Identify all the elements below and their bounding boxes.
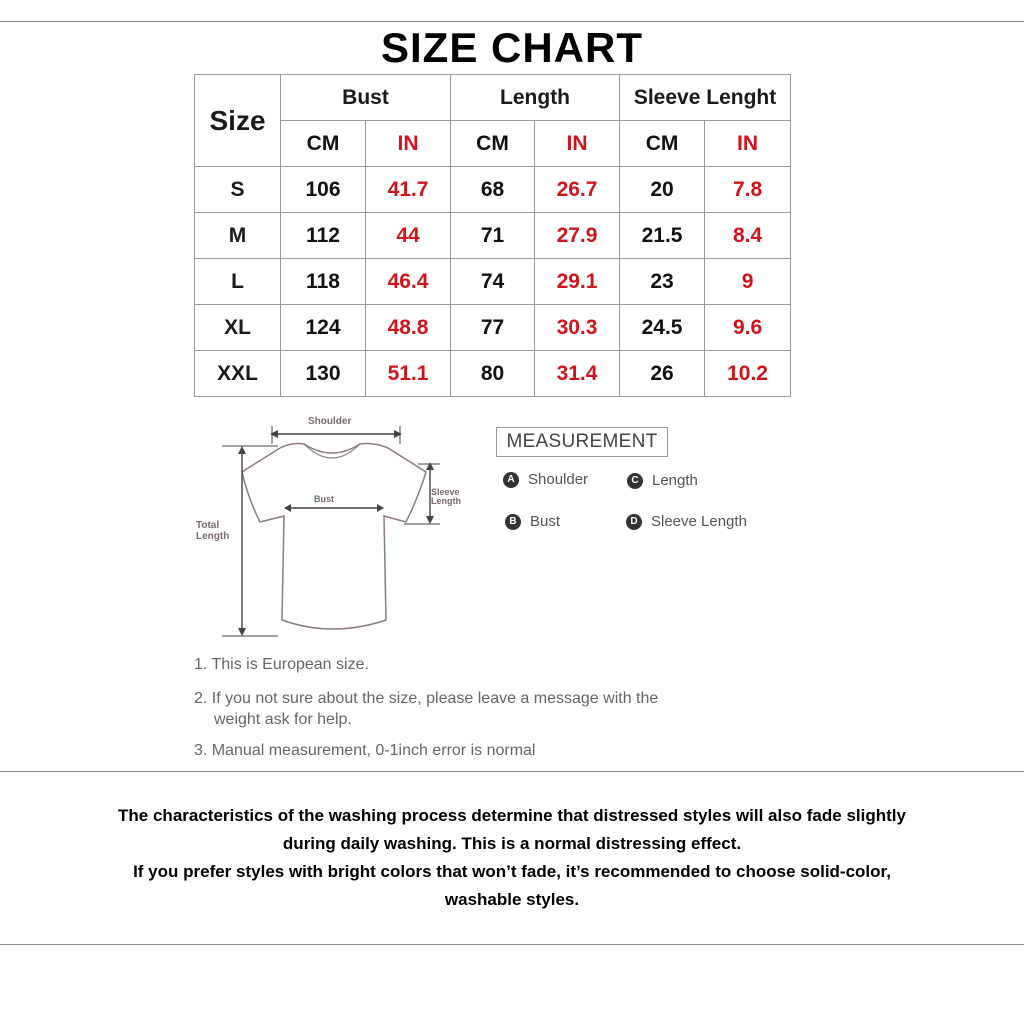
bust-label: Bust (314, 494, 334, 504)
size-label: M (195, 213, 281, 259)
bust-cm-cell: 118 (281, 259, 366, 305)
length-in-cell: 29.1 (535, 259, 620, 305)
unit-cm: CM (281, 121, 366, 167)
bust-cm-cell: 106 (281, 167, 366, 213)
legend-label: Shoulder (528, 471, 589, 488)
sleeve-in-cell: 9 (705, 259, 791, 305)
washing-line: The characteristics of the washing process determine that distressed styles will also fade slightly (118, 806, 906, 825)
page-title: SIZE CHART (381, 24, 643, 71)
length-cm-cell: 68 (451, 167, 535, 213)
size-label: XL (195, 305, 281, 351)
sleeve-cm-cell: 23 (620, 259, 705, 305)
length-in-cell: 27.9 (535, 213, 620, 259)
bust-cm-cell: 112 (281, 213, 366, 259)
legend-length (627, 472, 698, 489)
shoulder-label: Shoulder (308, 416, 352, 427)
size-label: L (195, 259, 281, 305)
note-size-help: 2. If you not sure about the size, please leave a message with the (194, 690, 659, 707)
table-unit-row (195, 121, 791, 167)
length-in-cell: 30.3 (535, 305, 620, 351)
bust-header: Bust (281, 75, 451, 121)
legend-label: Bust (530, 513, 561, 530)
length-cm-cell: 77 (451, 305, 535, 351)
legend-label: Length (652, 472, 698, 489)
washing-line: washable styles. (444, 890, 580, 909)
unit-in: IN (366, 121, 451, 167)
badge-d-icon: D (626, 514, 642, 530)
bust-in-cell: 48.8 (366, 305, 451, 351)
note-measurement-error: 3. Manual measurement, 0-1inch error is normal (194, 742, 536, 759)
bust-cm-cell: 124 (281, 305, 366, 351)
total-length-label: Total Length (196, 520, 230, 542)
unit-in: IN (705, 121, 791, 167)
size-column-header: Size (195, 75, 281, 167)
unit-in: IN (535, 121, 620, 167)
bust-in-cell: 41.7 (366, 167, 451, 213)
note-size-help-cont: weight ask for help. (214, 711, 352, 728)
sleeve-cm-cell: 21.5 (620, 213, 705, 259)
bust-cm-cell: 130 (281, 351, 366, 397)
unit-cm: CM (451, 121, 535, 167)
legend-bust (505, 513, 560, 530)
table-header-row (195, 75, 791, 121)
sleeve-cm-cell: 26 (620, 351, 705, 397)
sleeve-length-label: Sleeve Length (431, 487, 461, 506)
size-label: XXL (195, 351, 281, 397)
measurement-heading: MEASUREMENT (496, 427, 668, 457)
washing-line: If you prefer styles with bright colors that won’t fade, it’s recommended to choose solid-color, (133, 862, 891, 881)
middle-divider (0, 771, 1024, 772)
length-in-cell: 31.4 (535, 351, 620, 397)
note-european-size: 1. This is European size. (194, 656, 369, 673)
washing-line: during daily washing. This is a normal distressing effect. (282, 834, 742, 853)
size-table (194, 74, 791, 397)
sleeve-in-cell: 8.4 (705, 213, 791, 259)
legend-shoulder (503, 471, 588, 488)
length-cm-cell: 80 (451, 351, 535, 397)
washing-notice (0, 802, 1024, 914)
bottom-divider (0, 944, 1024, 945)
sleeve-in-cell: 10.2 (705, 351, 791, 397)
badge-c-icon: C (627, 473, 643, 489)
bust-in-cell: 51.1 (366, 351, 451, 397)
sleeve-cm-cell: 20 (620, 167, 705, 213)
table-row (195, 213, 791, 259)
sleeve-length-header: Sleeve Lenght (620, 75, 791, 121)
badge-b-icon: B (505, 514, 521, 530)
table-row (195, 167, 791, 213)
size-label: S (195, 167, 281, 213)
legend-label: Sleeve Length (651, 513, 747, 530)
legend-sleeve-length (626, 513, 747, 530)
bust-in-cell: 46.4 (366, 259, 451, 305)
top-divider (0, 21, 1024, 22)
tshirt-outline-icon (192, 410, 482, 650)
sleeve-in-cell: 7.8 (705, 167, 791, 213)
sleeve-in-cell: 9.6 (705, 305, 791, 351)
length-cm-cell: 71 (451, 213, 535, 259)
bust-in-cell: 44 (366, 213, 451, 259)
length-header: Length (451, 75, 620, 121)
table-row (195, 305, 791, 351)
length-in-cell: 26.7 (535, 167, 620, 213)
length-cm-cell: 74 (451, 259, 535, 305)
unit-cm: CM (620, 121, 705, 167)
tshirt-diagram (192, 410, 482, 650)
table-row (195, 259, 791, 305)
sleeve-cm-cell: 24.5 (620, 305, 705, 351)
badge-a-icon: A (503, 472, 519, 488)
table-row (195, 351, 791, 397)
